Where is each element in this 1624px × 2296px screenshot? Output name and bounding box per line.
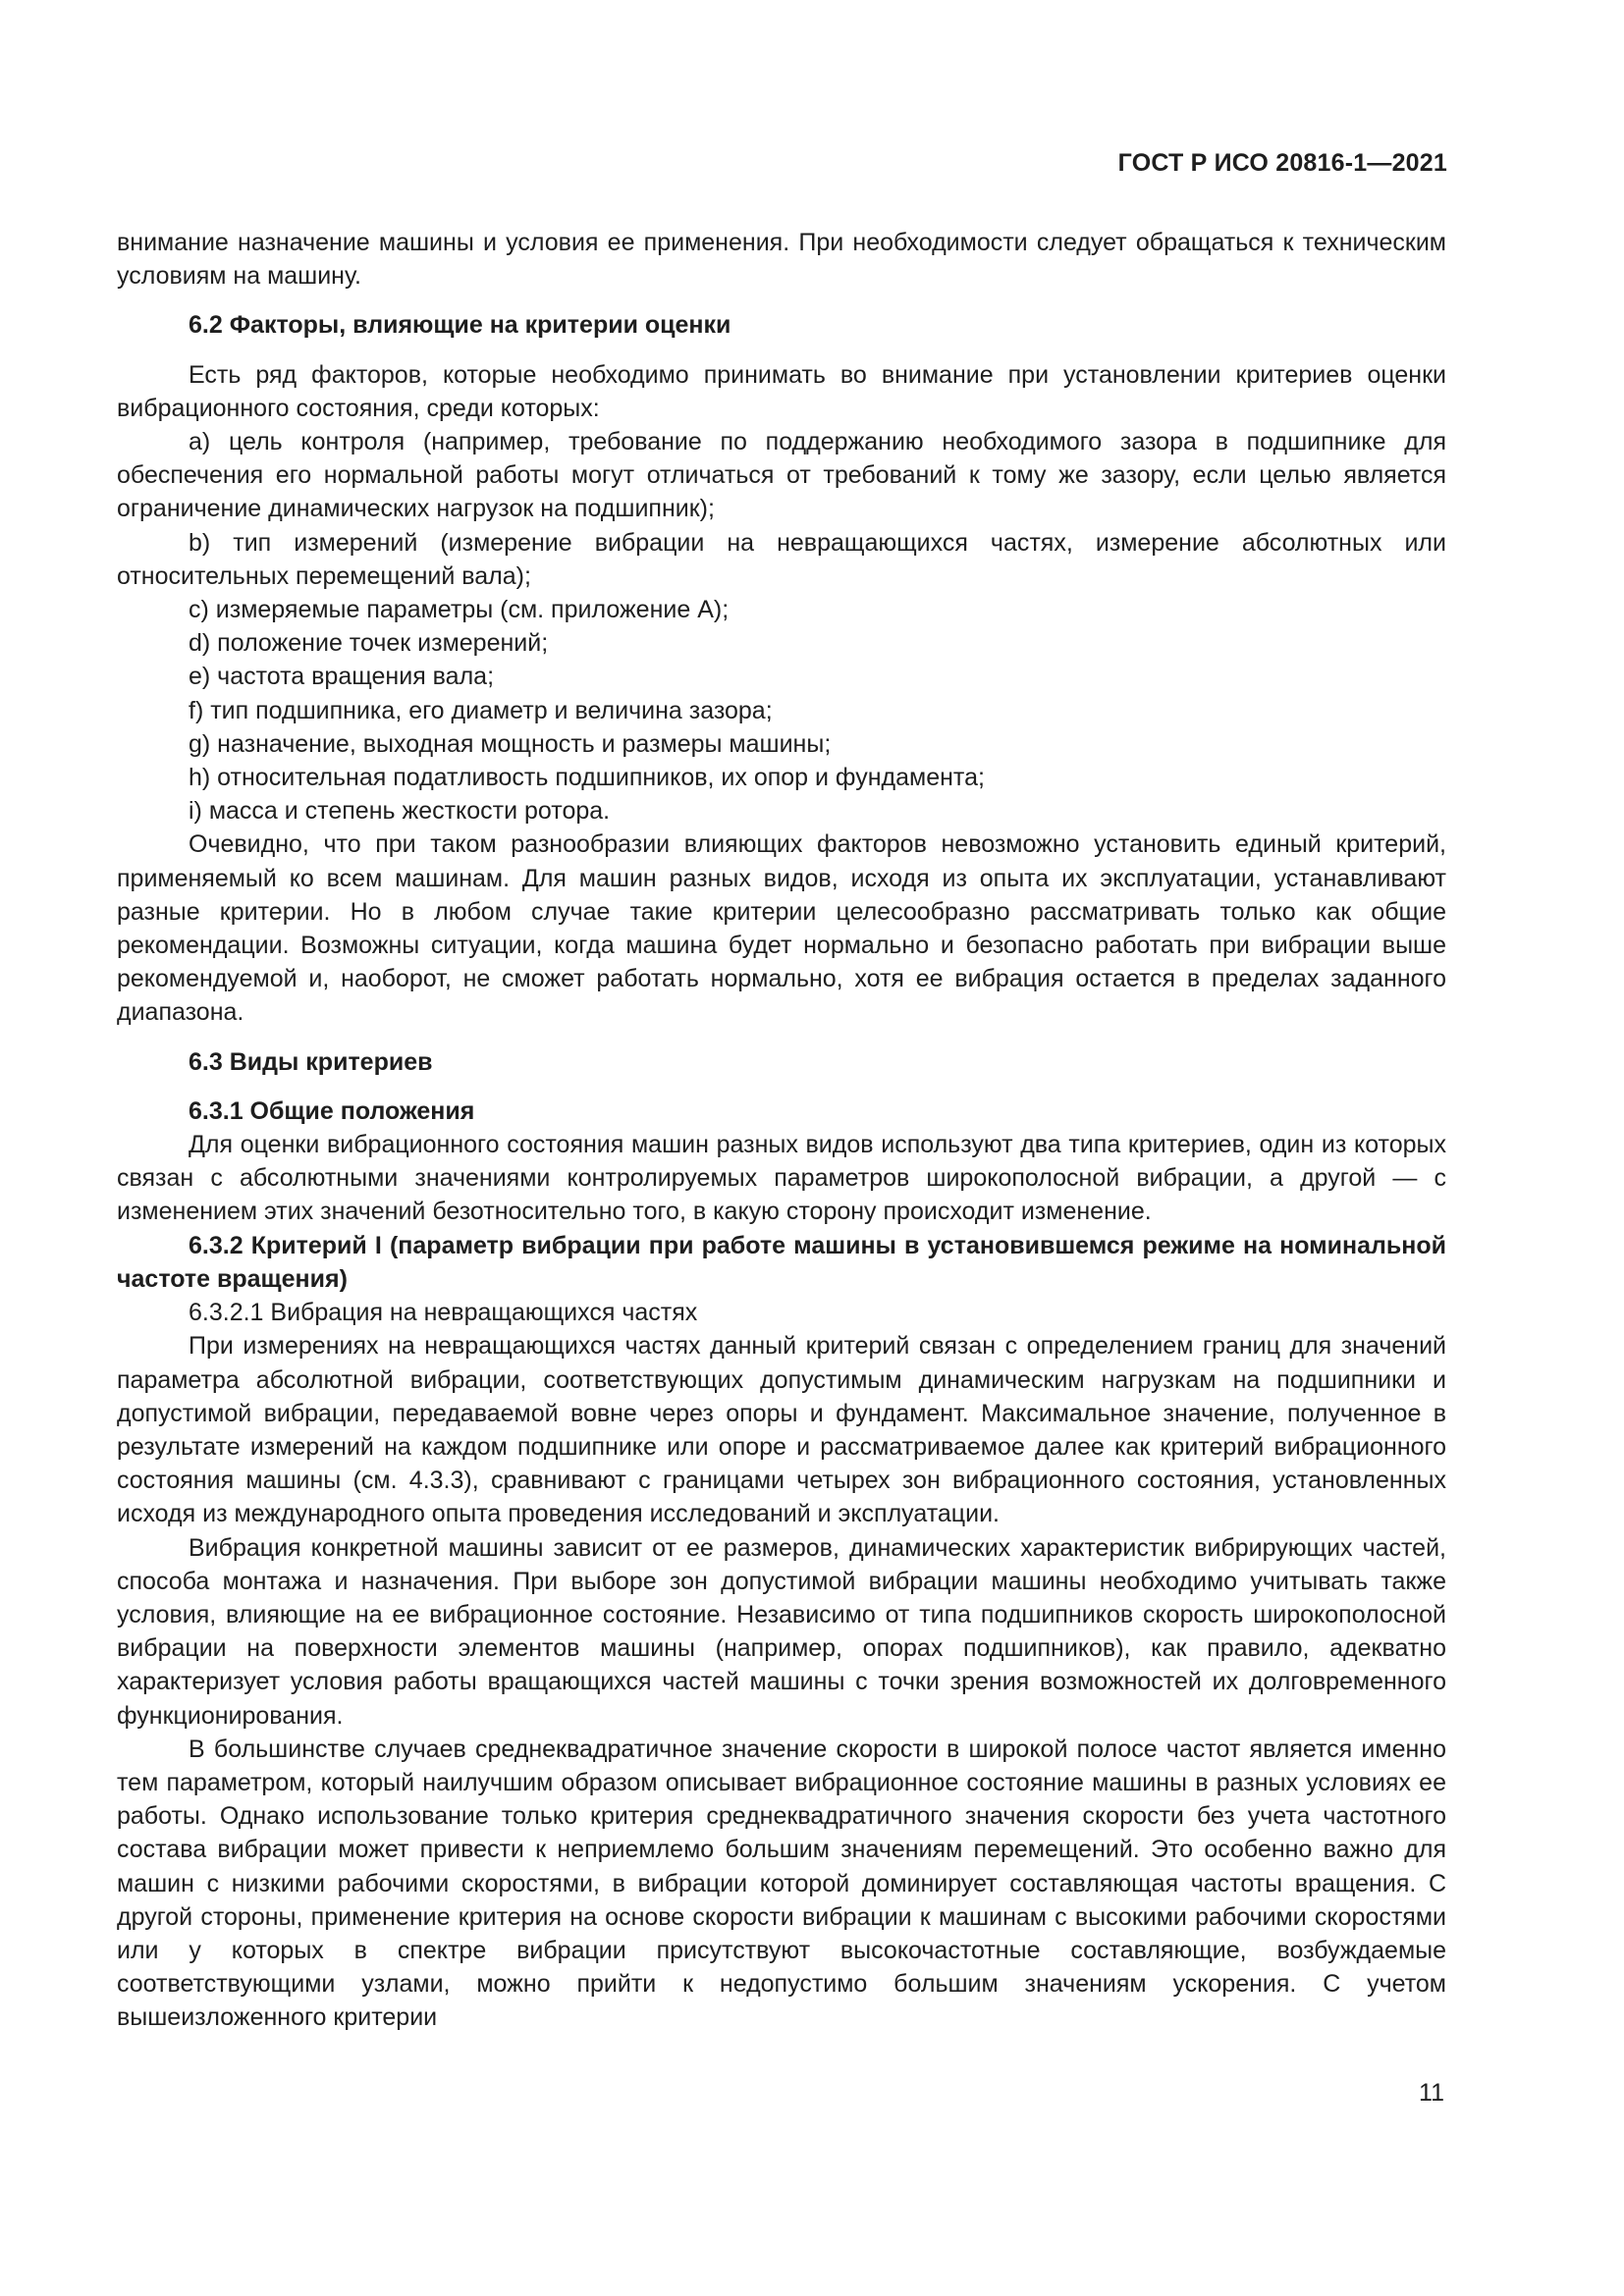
list-item-e: e) частота вращения вала; (189, 663, 495, 691)
section-heading-6-3: 6.3 Виды критериев (189, 1047, 433, 1076)
page-number: 11 (1419, 2079, 1444, 2107)
paragraph-rms-velocity: В большинстве случаев среднеквадратичное значение скорости в широкой полосе частот является именно тем параметром, который наилучшим образом описывает вибрационное состояние машины в разных условиях ее работы. Однако использование только критерия среднеквадратичного значения скорости без учета частотного состава вибрации может привести к неприемлемо большим значениям перемещений. Это особенно важно для машин с низкими рабочими скоростями, в вибрации которой доминирует составляющая частоты вращения. С другой стороны, применение критерия на основе скорости вибрации к машинам с высокими рабочими скоростями или у которых в спектре вибрации присутствуют высокочастотные составляющие, возбуждаемые соответствующими узлами, можно прийти к недопустимо большим значениям ускорения. С учетом вышеизложенного критерии (117, 1735, 1446, 2032)
list-item-g: g) назначение, выходная мощность и размеры машины; (189, 729, 832, 758)
section-heading-6-3-2: 6.3.2 Критерий I (параметр вибрации при работе машины в установившемся режиме на номинальной частоте вращения) (117, 1231, 1446, 1293)
paragraph-continuation: внимание назначение машины и условия ее применения. При необходимости следует обращаться к техническим условиям на машину. (117, 229, 1446, 291)
paragraph-nonrotating-parts: При измерениях на невращающихся частях данный критерий связан с определением границ для значений параметра абсолютной вибрации, соответствующих допустимым динамическим нагрузкам на подшипники и допустимой вибрации, передаваемой вовне через опоры и фундамент. Максимальное значение, полученное в результате измерений на каждом подшипнике или опоре и рассматриваемое далее как критерий вибрационного состояния машины (см. 4.3.3), сравнивают с границами четырех зон вибрационного состояния, установленных исходя из международного опыта проведения исследований и эксплуатации. (117, 1332, 1446, 1528)
section-heading-6-3-1: 6.3.1 Общие положения (189, 1096, 475, 1125)
list-item-i: i) масса и степень жесткости ротора. (189, 797, 611, 826)
document-body (117, 226, 1446, 2035)
paragraph-machine-vibration: Вибрация конкретной машины зависит от ее размеров, динамических характеристик вибрирующих частей, способа монтажа и назначения. При выборе зон допустимой вибрации машины необходимо учитывать также условия, влияющие на ее вибрационное состояние. Независимо от типа подшипников скорость широкополосной вибрации на поверхности элементов машины (например, опорах подшипников), как правило, адекватно характеризует условия работы вращающихся частей машины с точки зрения возможностей их долговременного функционирования. (117, 1533, 1446, 1730)
list-item-h: h) относительная податливость подшипников, их опор и фундамента; (189, 764, 985, 792)
list-item-a: a) цель контроля (например, требование по поддержанию необходимого зазора в подшипнике для обеспечения его нормальной работы могут отличаться от требований к тому же зазору, если целью является ограничение динамических нагрузок на подшипник); (117, 428, 1446, 523)
paragraph-general-provisions: Для оценки вибрационного состояния машин разных видов используют два типа критериев, один из которых связан с абсолютными значениями контролируемых параметров широкополосной вибрации, а другой — с изменением этих значений безотносительно того, в какую сторону происходит изменение. (117, 1131, 1446, 1226)
document-header: ГОСТ Р ИСО 20816-1—2021 (1117, 149, 1447, 177)
list-item-f: f) тип подшипника, его диаметр и величина зазора; (189, 696, 773, 724)
list-item-c: c) измеряемые параметры (см. приложение А); (189, 596, 730, 624)
list-item-b: b) тип измерений (измерение вибрации на невращающихся частях, измерение абсолютных или относительных перемещений вала); (117, 528, 1446, 590)
paragraph-factors-intro: Есть ряд факторов, которые необходимо принимать во внимание при установлении критериев оценки вибрационного состояния, среди которых: (117, 360, 1446, 422)
list-item-d: d) положение точек измерений; (189, 629, 549, 658)
section-heading-6-2: 6.2 Факторы, влияющие на критерии оценки (189, 311, 731, 340)
paragraph-criteria-variety: Очевидно, что при таком разнообразии влияющих факторов невозможно установить единый критерий, применяемый ко всем машинам. Для машин разных видов, исходя из опыта их эксплуатации, устанавливают разные критерии. Но в любом случае такие критерии целесообразно рассматривать только как общие рекомендации. Возможны ситуации, когда машина будет нормально и безопасно работать при вибрации выше рекомендуемой и, наоборот, не сможет работать нормально, хотя ее вибрация остается в пределах заданного диапазона. (117, 830, 1446, 1027)
section-heading-6-3-2-1: 6.3.2.1 Вибрация на невращающихся частях (189, 1299, 698, 1327)
